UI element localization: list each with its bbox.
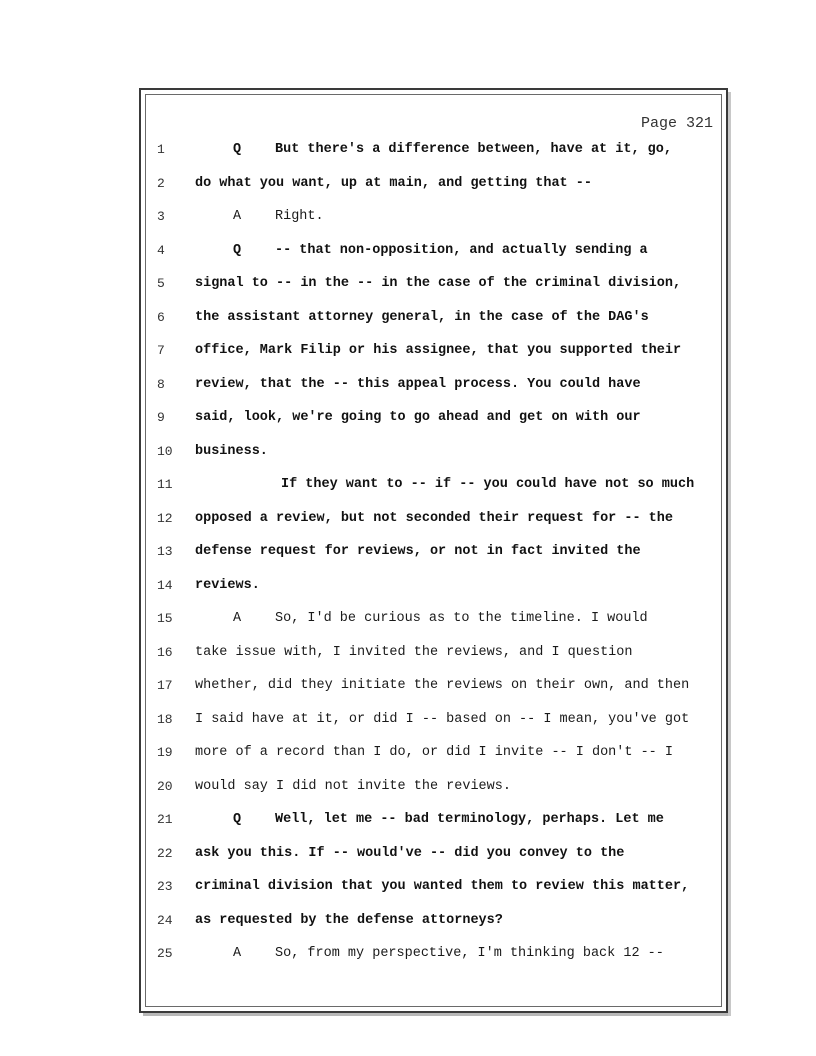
line-number: 23 [157,879,173,894]
line-text [195,377,641,392]
line-content: do what you want, up at main, and getting that -- [195,175,592,191]
speaker-label: A [233,946,242,961]
line-number: 19 [157,745,173,760]
line-number: 2 [157,175,165,191]
line-content: But there's a difference between, have at it, go, [275,142,672,157]
line-number: 12 [157,510,173,526]
line-content: So, from my perspective, I'm thinking back 12 -- [275,946,664,961]
line-content: Right. [275,209,324,224]
transcript-line [150,712,720,736]
line-text [195,846,624,861]
line-content: defense request for reviews, or not in fact invited the [195,544,641,559]
line-number: 9 [157,410,165,425]
line-content: more of a record than I do, or did I invite -- I don't -- I [195,745,673,760]
line-number: 6 [157,309,165,325]
line-number: 15 [157,611,173,626]
transcript-line [150,879,720,903]
line-content: I said have at it, or did I -- based on -- I mean, you've got [195,711,690,727]
line-content: review, that the -- this appeal process. You could have [195,376,641,392]
line-text [233,243,648,258]
line-content: the assistant attorney general, in the case of the DAG's [195,309,649,325]
line-number: 8 [157,376,165,392]
speaker-label: Q [233,142,242,157]
transcript-line [150,779,720,803]
line-number: 3 [157,209,165,224]
line-text [195,712,689,727]
speaker-label: A [233,209,242,224]
line-number: 24 [157,912,173,928]
line-number: 1 [157,142,165,157]
page-border-shadow [143,1013,730,1016]
line-content: would say I did not invite the reviews. [195,778,511,794]
transcript-line [150,276,720,300]
transcript-line [150,745,720,769]
line-content: take issue with, I invited the reviews, and I question [195,644,633,660]
line-number: 17 [157,678,173,693]
transcript-line [150,946,720,970]
line-number: 10 [157,443,173,459]
line-number: 18 [157,711,173,727]
transcript-line [150,343,720,367]
line-text [195,544,641,559]
line-text [233,812,664,827]
transcript-line [150,578,720,602]
line-content: said, look, we're going to go ahead and get on with our [195,410,641,425]
line-text [195,779,511,794]
transcript-line [150,243,720,267]
line-text [195,444,268,459]
speaker-label: Q [233,812,242,827]
line-text [195,678,689,693]
speaker-label: Q [233,242,242,258]
transcript-line [150,812,720,836]
line-text [195,410,641,425]
line-number: 13 [157,544,173,559]
line-text [195,578,260,593]
transcript-line [150,645,720,669]
transcript-line [150,444,720,468]
line-content: Well, let me -- bad terminology, perhaps. Let me [275,812,664,827]
line-text [195,343,681,358]
line-text [195,879,689,894]
line-text [195,913,503,928]
transcript-line [150,913,720,937]
page-number: Page 321 [640,115,713,132]
transcript-line [150,477,720,501]
line-content: reviews. [195,577,260,593]
line-content: If they want to -- if -- you could have not so much [281,477,695,492]
line-text [195,176,592,191]
page-border-shadow-right [728,92,731,1016]
line-text [195,310,649,325]
line-text [233,142,672,157]
transcript-line [150,544,720,568]
line-number: 7 [157,343,165,358]
line-content: opposed a review, but not seconded their request for -- the [195,510,673,526]
line-content: So, I'd be curious as to the timeline. I would [275,611,648,626]
transcript-line [150,310,720,334]
line-text [233,946,664,961]
line-number: 21 [157,812,173,827]
line-text [195,745,673,760]
line-content: business. [195,443,268,459]
line-content: signal to -- in the -- in the case of the criminal division, [195,276,682,291]
line-number: 16 [157,644,173,660]
line-number: 20 [157,778,173,794]
transcript-line [150,511,720,535]
transcript-line [150,209,720,233]
line-number: 25 [157,946,173,961]
line-content: as requested by the defense attorneys? [195,912,503,928]
transcript-line [150,678,720,702]
transcript-line [150,611,720,635]
transcript-line [150,377,720,401]
line-number: 11 [157,477,173,492]
transcript-line [150,176,720,200]
line-content: criminal division that you wanted them to review this matter, [195,879,690,894]
line-text [195,645,632,660]
transcript-line [150,410,720,434]
line-text [281,477,694,492]
line-number: 22 [157,845,173,861]
line-content: ask you this. If -- would've -- did you convey to the [195,845,625,861]
line-content: whether, did they initiate the reviews on their own, and then [195,678,690,693]
speaker-label: A [233,611,242,626]
transcript-line [150,142,720,166]
line-content: office, Mark Filip or his assignee, that you supported their [195,343,682,358]
transcript-line [150,846,720,870]
line-text [233,611,648,626]
line-text [195,276,681,291]
line-text [233,209,324,224]
line-content: -- that non-opposition, and actually sending a [275,242,648,258]
line-number: 14 [157,577,173,593]
line-number: 4 [157,242,165,258]
line-number: 5 [157,276,165,291]
line-text [195,511,673,526]
